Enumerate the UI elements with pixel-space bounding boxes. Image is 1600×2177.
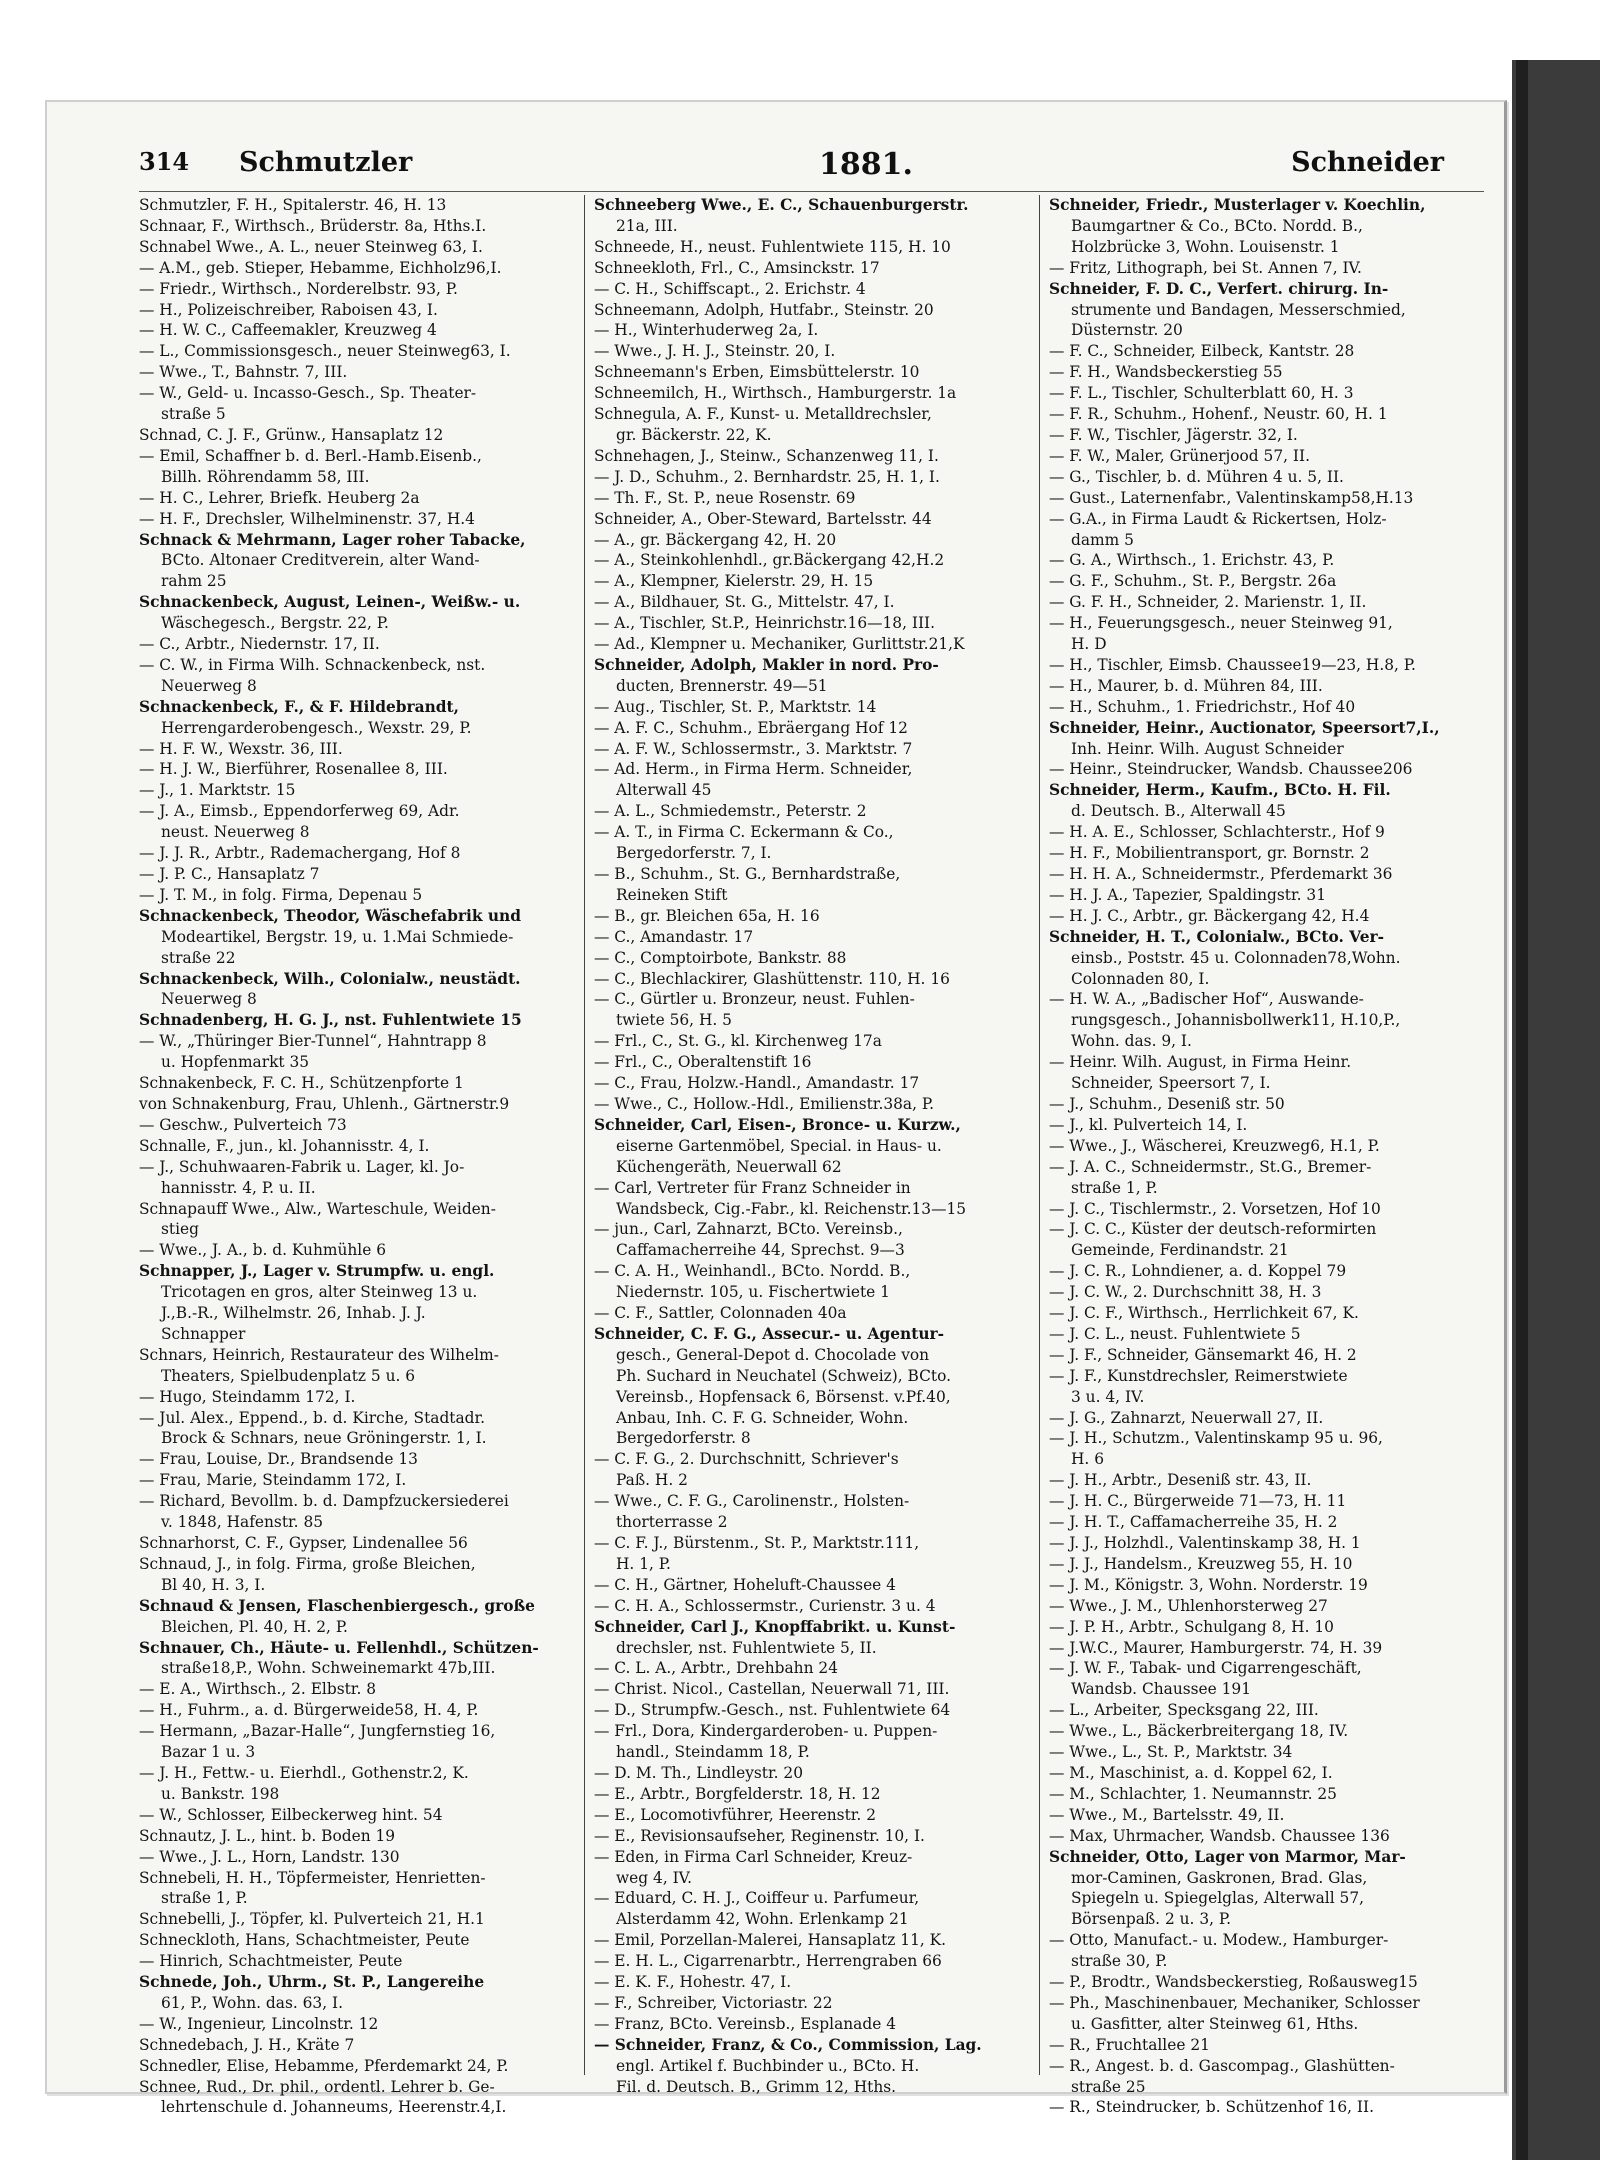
directory-entry: gesch., General-Depot d. Chocolade von — [616, 1345, 930, 1364]
directory-entry: Schneider, Herm., Kaufm., BCto. H. Fil. — [1049, 781, 1391, 800]
directory-entry: — J. T. M., in folg. Firma, Depenau 5 — [139, 885, 423, 904]
directory-entry: — H. W. C., Caffeemakler, Kreuzweg 4 — [139, 321, 437, 340]
directory-entry: straße 1, P. — [1071, 1178, 1158, 1197]
directory-entry: Schnars, Heinrich, Restaurateur des Wilhelm- — [139, 1345, 499, 1364]
directory-entry: straße 25 — [1071, 2077, 1146, 2096]
directory-entry: Tricotagen en gros, alter Steinweg 13 u. — [161, 1283, 478, 1302]
directory-entry: strumente und Bandagen, Messerschmied, — [1071, 300, 1406, 319]
directory-entry: — C., Amandastr. 17 — [594, 927, 754, 946]
directory-entry: — J. D., Schuhm., 2. Bernhardstr. 25, H. 1, I. — [594, 467, 940, 486]
directory-entry: — B., Schuhm., St. G., Bernhardstraße, — [594, 865, 901, 883]
directory-entry: — A. L., Schmiedemstr., Peterstr. 2 — [594, 802, 867, 821]
directory-entry: — J. J. R., Arbtr., Rademachergang, Hof 8 — [139, 844, 461, 863]
directory-entry: — H., Schuhm., 1. Friedrichstr., Hof 40 — [1049, 697, 1356, 716]
directory-entry: engl. Artikel f. Buchbinder u., BCto. H. — [616, 2056, 920, 2075]
directory-entry: — R., Angest. b. d. Gascompag., Glashütten- — [1049, 2056, 1395, 2075]
directory-entry: Schnebelli, J., Töpfer, kl. Pulverteich 21, H.1 — [139, 1910, 485, 1929]
directory-entry: u. Hopfenmarkt 35 — [161, 1053, 310, 1072]
directory-entry: neust. Neuerweg 8 — [161, 823, 310, 842]
directory-entry: Schnautz, J. L., hint. b. Boden 19 — [139, 1826, 396, 1845]
directory-entry: — A. F. C., Schuhm., Ebräergang Hof 12 — [594, 718, 908, 737]
directory-entry: — Wwe., J. M., Uhlenhorsterweg 27 — [1049, 1596, 1328, 1615]
directory-entry: Schneemann, Adolph, Hutfabr., Steinstr. 20 — [594, 300, 934, 319]
directory-entry: Börsenpaß. 2 u. 3, P. — [1071, 1910, 1232, 1929]
directory-entry: — H. F. W., Wexstr. 36, III. — [139, 739, 343, 758]
directory-entry: — J. C. W., 2. Durchschnitt 38, H. 3 — [1049, 1283, 1322, 1302]
directory-entry: Paß. H. 2 — [616, 1471, 688, 1490]
directory-entry: Schneemilch, H., Wirthsch., Hamburgerstr. 1a — [594, 384, 957, 403]
directory-entry: — J. A., Eimsb., Eppendorferweg 69, Adr. — [139, 802, 460, 821]
directory-entry: — F. L., Tischler, Schulterblatt 60, H. 3 — [1049, 384, 1354, 403]
directory-entry: — Carl, Vertreter für Franz Schneider in — [594, 1178, 911, 1197]
header-year: 1881. — [819, 147, 913, 182]
directory-entry: — H. J. A., Tapezier, Spaldingstr. 31 — [1049, 885, 1326, 904]
directory-entry: Holzbrücke 3, Wohn. Louisenstr. 1 — [1071, 237, 1340, 256]
directory-entry: stieg — [161, 1220, 199, 1239]
directory-entry: — C. W., in Firma Wilh. Schnackenbeck, nst. — [139, 655, 486, 674]
directory-entry: Schnaar, F., Wirthsch., Brüderstr. 8a, Hths.I. — [139, 216, 487, 235]
directory-entry: — H., Tischler, Eimsb. Chaussee19—23, H.8, P. — [1049, 655, 1416, 674]
directory-entry: Fil. d. Deutsch. B., Grimm 12, Hths. — [616, 2077, 897, 2096]
directory-entry: — Ph., Maschinenbauer, Mechaniker, Schlosser — [1049, 1993, 1420, 2012]
directory-entry: Schnaud & Jensen, Flaschenbiergesch., große — [139, 1596, 535, 1615]
directory-entry: — E., Revisionsaufseher, Reginenstr. 10, I. — [594, 1826, 925, 1845]
directory-entry: — A., Steinkohlenhdl., gr.Bäckergang 42,H.2 — [594, 551, 945, 570]
directory-entry: Schnackenbeck, August, Leinen-, Weißw.- u. — [139, 593, 521, 612]
directory-entry: — C., Frau, Holzw.-Handl., Amandastr. 17 — [594, 1074, 920, 1093]
directory-entry: von Schnakenburg, Frau, Uhlenh., Gärtnerstr.9 — [139, 1094, 510, 1113]
directory-entry: Schnarhorst, C. F., Gypser, Lindenallee 56 — [139, 1534, 468, 1552]
directory-entry: Colonnaden 80, I. — [1071, 969, 1210, 988]
directory-entry: — W., „Thüringer Bier-Tunnel“, Hahntrapp 8 — [139, 1032, 487, 1051]
directory-entry: — J. H. C., Bürgerweide 71—73, H. 11 — [1049, 1492, 1347, 1511]
directory-entry: — B., gr. Bleichen 65a, H. 16 — [594, 906, 820, 925]
directory-entry: rahm 25 — [161, 572, 227, 591]
header-left-word: Schmutzler — [239, 147, 413, 178]
directory-entry: — J.W.C., Maurer, Hamburgerstr. 74, H. 39 — [1049, 1638, 1383, 1657]
directory-entry: — Wwe., J. A., b. d. Kuhmühle 6 — [139, 1241, 387, 1260]
directory-entry: — Frau, Louise, Dr., Brandsende 13 — [139, 1450, 418, 1469]
directory-entry: Wandsbeck, Cig.-Fabr., kl. Reichenstr.13—15 — [616, 1199, 967, 1218]
directory-entry: Düsternstr. 20 — [1071, 321, 1183, 340]
directory-entry: — Emil, Schaffner b. d. Berl.-Hamb.Eisenb., — [139, 446, 482, 465]
directory-entry: — Frau, Marie, Steindamm 172, I. — [139, 1471, 407, 1490]
directory-entry: Anbau, Inh. C. F. G. Schneider, Wohn. — [616, 1408, 909, 1427]
directory-entry: — J. C. C., Küster der deutsch-reformirten — [1049, 1220, 1377, 1239]
directory-entry: — A., gr. Bäckergang 42, H. 20 — [594, 530, 837, 549]
directory-entry: Schneckloth, Hans, Schachtmeister, Peute — [139, 1931, 470, 1950]
directory-entry: Schnehagen, J., Steinw., Schanzenweg 11, I. — [594, 446, 939, 465]
directory-entry: — Heinr. Wilh. August, in Firma Heinr. — [1049, 1053, 1352, 1072]
directory-entry: — W., Schlosser, Eilbeckerweg hint. 54 — [139, 1805, 443, 1824]
directory-entry: — H. H. A., Schneidermstr., Pferdemarkt 36 — [1049, 865, 1393, 883]
directory-entry: Inh. Heinr. Wilh. August Schneider — [1071, 739, 1344, 758]
directory-entry: — Hinrich, Schachtmeister, Peute — [139, 1952, 403, 1971]
directory-entry: 3 u. 4, IV. — [1071, 1387, 1145, 1406]
directory-entry: Schnalle, F., jun., kl. Johannisstr. 4, I. — [139, 1136, 430, 1155]
directory-entry: Schnauer, Ch., Häute- u. Fellenhdl., Schützen- — [139, 1638, 539, 1657]
directory-entry: — C. H. A., Schlossermstr., Curienstr. 3 u. 4 — [594, 1596, 936, 1615]
directory-entry: Schnad, C. J. F., Grünw., Hansaplatz 12 — [139, 425, 444, 444]
directory-entry: Caffamacherreihe 44, Sprechst. 9—3 — [616, 1241, 905, 1260]
directory-entry: mor-Caminen, Gaskronen, Brad. Glas, — [1071, 1868, 1368, 1887]
directory-entry: — Gust., Laternenfabr., Valentinskamp58,H.13 — [1049, 488, 1414, 507]
directory-entry: — F. W., Maler, Grünerjood 57, II. — [1049, 446, 1310, 465]
directory-entry: u. Bankstr. 198 — [161, 1784, 280, 1803]
directory-entry: — jun., Carl, Zahnarzt, BCto. Vereinsb., — [594, 1220, 903, 1239]
directory-entry: — Christ. Nicol., Castellan, Neuerwall 71, III. — [594, 1680, 950, 1699]
directory-entry: einsb., Poststr. 45 u. Colonnaden78,Wohn. — [1071, 948, 1401, 967]
directory-entry: 61, P., Wohn. das. 63, I. — [161, 1993, 343, 2012]
directory-entry: — C. H., Schiffscapt., 2. Erichstr. 4 — [594, 279, 866, 298]
directory-entry: Bergedorferstr. 8 — [616, 1429, 751, 1448]
directory-entry: Modeartikel, Bergstr. 19, u. 1.Mai Schmiede- — [161, 927, 514, 946]
directory-entry: — J., Schuhwaaren-Fabrik u. Lager, kl. Jo- — [139, 1157, 465, 1176]
directory-entry: — Otto, Manufact.- u. Modew., Hamburger- — [1049, 1931, 1389, 1950]
directory-entry: Herrengarderobengesch., Wexstr. 29, P. — [161, 718, 472, 737]
directory-entry: damm 5 — [1071, 530, 1134, 549]
directory-page — [139, 147, 1484, 2117]
directory-entry: Schmutzler, F. H., Spitalerstr. 46, H. 13 — [139, 196, 447, 214]
directory-entry: — E. K. F., Hohestr. 47, I. — [594, 1973, 792, 1992]
directory-entry: Baumgartner & Co., BCto. Nordd. B., — [1071, 216, 1363, 235]
directory-entry: — Eduard, C. H. J., Coiffeur u. Parfumeur, — [594, 1889, 920, 1908]
directory-entry: Schnadenberg, H. G. J., nst. Fuhlentwiete 15 — [139, 1011, 522, 1030]
directory-entry: — Ad., Klempner u. Mechaniker, Gurlittstr.21,K — [594, 635, 965, 654]
directory-entry: Wandsb. Chaussee 191 — [1071, 1680, 1252, 1699]
directory-entry: Schnakenbeck, F. C. H., Schützenpforte 1 — [139, 1074, 464, 1093]
directory-entry: Schneekloth, Frl., C., Amsinckstr. 17 — [594, 258, 880, 277]
directory-entry: Bleichen, Pl. 40, H. 2, P. — [161, 1617, 348, 1636]
directory-entry: — H., Polizeischreiber, Raboisen 43, I. — [139, 300, 438, 319]
directory-entry: v. 1848, Hafenstr. 85 — [161, 1513, 324, 1532]
directory-entry: — J. C. F., Wirthsch., Herrlichkeit 67, K. — [1049, 1304, 1359, 1323]
directory-entry: — E. A., Wirthsch., 2. Elbstr. 8 — [139, 1680, 377, 1699]
directory-entry: — Schneider, Franz, & Co., Commission, Lag. — [594, 2035, 982, 2054]
directory-entry: — A., Klempner, Kielerstr. 29, H. 15 — [594, 572, 874, 591]
directory-entry: — Th. F., St. P., neue Rosenstr. 69 — [594, 488, 856, 507]
directory-entry: — C., Arbtr., Niedernstr. 17, II. — [139, 635, 380, 654]
directory-entry: Schneider, Speersort 7, I. — [1071, 1074, 1271, 1093]
directory-entry: Schnede, Joh., Uhrm., St. P., Langereihe — [139, 1973, 485, 1992]
directory-entry: Schneider, F. D. C., Verfert. chirurg. In- — [1049, 279, 1389, 298]
directory-entry: — Wwe., J., Wäscherei, Kreuzweg6, H.1, P. — [1049, 1136, 1380, 1155]
directory-entry: — Hermann, „Bazar-Halle“, Jungfernstieg 16, — [139, 1722, 496, 1741]
directory-entry: — C. F. J., Bürstenm., St. P., Marktstr.111, — [594, 1534, 920, 1552]
directory-entry: — G. F. H., Schneider, 2. Marienstr. 1, II. — [1049, 593, 1367, 612]
directory-entry: Theaters, Spielbudenplatz 5 u. 6 — [161, 1366, 416, 1385]
directory-entry: ducten, Brennerstr. 49—51 — [616, 676, 828, 695]
directory-entry: BCto. Altonaer Creditverein, alter Wand- — [161, 551, 480, 570]
directory-entry: Schnapauff Wwe., Alw., Warteschule, Weiden- — [139, 1199, 496, 1218]
directory-entry: Gemeinde, Ferdinandstr. 21 — [1071, 1241, 1289, 1260]
directory-entry: — G. F., Schuhm., St. P., Bergstr. 26a — [1049, 572, 1337, 591]
directory-entry: rungsgesch., Johannisbollwerk11, H.10,P., — [1071, 1011, 1401, 1030]
scanned-page — [45, 100, 1507, 2117]
directory-entry: — R., Fruchtallee 21 — [1049, 2035, 1210, 2054]
binding-shadow — [1516, 60, 1528, 2160]
directory-entry: — H., Maurer, b. d. Mühren 84, III. — [1049, 676, 1323, 695]
directory-entry: straße18,P., Wohn. Schweinemarkt 47b,III. — [161, 1659, 496, 1678]
directory-entry: — Hugo, Steindamm 172, I. — [139, 1387, 356, 1406]
directory-entry: — J. P. C., Hansaplatz 7 — [139, 865, 320, 883]
directory-entry: d. Deutsch. B., Alterwall 45 — [1071, 802, 1286, 821]
directory-entry: — C. H., Gärtner, Hoheluft-Chaussee 4 — [594, 1575, 896, 1594]
column-1 — [139, 195, 574, 2117]
directory-entry: Spiegeln u. Spiegelglas, Alterwall 57, — [1071, 1889, 1365, 1908]
directory-entry: straße 5 — [161, 405, 226, 424]
directory-entry: — H., Feuerungsgesch., neuer Steinweg 91, — [1049, 614, 1393, 633]
directory-entry: H. D — [1071, 635, 1107, 654]
directory-entry: — C., Comptoirbote, Bankstr. 88 — [594, 948, 847, 967]
directory-entry: — J. J., Holzhdl., Valentinskamp 38, H. 1 — [1049, 1534, 1361, 1552]
page-number: 314 — [139, 147, 190, 176]
directory-entry: — F. R., Schuhm., Hohenf., Neustr. 60, H. 1 — [1049, 405, 1388, 424]
directory-entry: — J. P. H., Arbtr., Schulgang 8, H. 10 — [1049, 1617, 1334, 1636]
directory-entry: Schneeberg Wwe., E. C., Schauenburgerstr. — [594, 196, 969, 214]
directory-entry: — J. F., Schneider, Gänsemarkt 46, H. 2 — [1049, 1345, 1357, 1364]
directory-entry: handl., Steindamm 18, P. — [616, 1743, 810, 1762]
directory-entry: — A. F. W., Schlossermstr., 3. Marktstr. 7 — [594, 739, 913, 758]
directory-entry: — H. F., Drechsler, Wilhelminenstr. 37, H.4 — [139, 509, 475, 528]
directory-entry: — D., Strumpfw.-Gesch., nst. Fuhlentwiete 64 — [594, 1701, 951, 1720]
column-2 — [594, 195, 1029, 2096]
directory-entry: — J. A. C., Schneidermstr., St.G., Bremer- — [1049, 1157, 1372, 1176]
directory-entry: Wäschegesch., Bergstr. 22, P. — [161, 614, 389, 633]
directory-entry: — Franz, BCto. Vereinsb., Esplanade 4 — [594, 2014, 896, 2033]
directory-entry: Schneider, Carl, Eisen-, Bronce- u. Kurzw., — [594, 1115, 961, 1134]
directory-entry: — Frl., C., Oberaltenstift 16 — [594, 1053, 812, 1072]
directory-entry: — A., Tischler, St.P., Heinrichstr.16—18, III. — [594, 614, 935, 633]
directory-entry: — Fritz, Lithograph, bei St. Annen 7, IV. — [1049, 258, 1362, 277]
directory-entry: thorterrasse 2 — [616, 1513, 728, 1532]
directory-entry: — J. H., Arbtr., Deseniß str. 43, II. — [1049, 1471, 1312, 1490]
directory-entry: Schnedler, Elise, Hebamme, Pferdemarkt 24, P. — [139, 2056, 509, 2075]
directory-entry: — Wwe., C., Hollow.-Hdl., Emilienstr.38a, P. — [594, 1094, 935, 1113]
directory-entry: — W., Geld- u. Incasso-Gesch., Sp. Theater- — [139, 384, 477, 403]
directory-entry: — Wwe., T., Bahnstr. 7, III. — [139, 363, 348, 382]
directory-entry: u. Gasfitter, alter Steinweg 61, Hths. — [1071, 2014, 1359, 2033]
directory-entry: Schnabel Wwe., A. L., neuer Steinweg 63, I. — [139, 237, 483, 256]
directory-entry: — Wwe., M., Bartelsstr. 49, II. — [1049, 1805, 1285, 1824]
directory-entry: — J. H., Fettw.- u. Eierhdl., Gothenstr.2, K. — [139, 1763, 469, 1782]
directory-entry: — H. J. W., Bierführer, Rosenallee 8, III. — [139, 760, 448, 779]
directory-entry: Schnapper — [161, 1324, 246, 1343]
directory-entry: Schnaud, J., in folg. Firma, große Bleichen, — [139, 1554, 476, 1573]
directory-entry: — J., kl. Pulverteich 14, I. — [1049, 1115, 1248, 1134]
directory-entry: weg 4, IV. — [616, 1868, 692, 1887]
directory-entry: — W., Ingenieur, Lincolnstr. 12 — [139, 2014, 379, 2033]
directory-entry: — Frl., C., St. G., kl. Kirchenweg 17a — [594, 1032, 882, 1051]
directory-entry: — J. C., Tischlermstr., 2. Vorsetzen, Hof 10 — [1049, 1199, 1381, 1218]
directory-entry: — E., Locomotivführer, Heerenstr. 2 — [594, 1805, 877, 1824]
directory-entry: H. 1, P. — [616, 1554, 671, 1573]
directory-entry: Schnackenbeck, Wilh., Colonialw., neustädt. — [139, 969, 521, 988]
directory-entry: Alterwall 45 — [616, 781, 712, 800]
header-right-word: Schneider — [1291, 147, 1444, 178]
directory-entry: Schneider, H. T., Colonialw., BCto. Ver- — [1049, 927, 1384, 946]
directory-entry: Schnegula, A. F., Kunst- u. Metalldrechsler, — [594, 405, 932, 424]
directory-entry: — H. W. A., „Badischer Hof“, Auswande- — [1049, 990, 1364, 1009]
directory-entry: straße 30, P. — [1071, 1952, 1168, 1971]
directory-entry: Ph. Suchard in Neuchatel (Schweiz), BCto. — [616, 1366, 951, 1385]
directory-entry: Schnackenbeck, F., & F. Hildebrandt, — [139, 697, 460, 716]
column-3 — [1049, 195, 1484, 2117]
directory-entry: Bergedorferstr. 7, I. — [616, 844, 772, 863]
directory-entry: — H., Fuhrm., a. d. Bürgerweide58, H. 4, P. — [139, 1701, 479, 1720]
directory-entry: 21a, III. — [616, 216, 678, 235]
directory-entry: Schneider, C. F. G., Assecur.- u. Agentur- — [594, 1324, 945, 1343]
directory-entry: straße 1, P. — [161, 1889, 248, 1908]
directory-entry: — Jul. Alex., Eppend., b. d. Kirche, Stadtadr. — [139, 1408, 486, 1427]
directory-entry: — Heinr., Steindrucker, Wandsb. Chaussee206 — [1049, 760, 1413, 779]
directory-entry: — F. C., Schneider, Eilbeck, Kantstr. 28 — [1049, 342, 1355, 361]
directory-entry: eiserne Gartenmöbel, Special. in Haus- u. — [616, 1136, 942, 1155]
directory-entry: — P., Brodtr., Wandsbeckerstieg, Roßausweg15 — [1049, 1973, 1418, 1992]
directory-entry: — E. H. L., Cigarrenarbtr., Herrengraben 66 — [594, 1952, 942, 1971]
directory-entry: — L., Commissionsgesch., neuer Steinweg63, I. — [139, 342, 511, 361]
directory-entry: — F., Schreiber, Victoriastr. 22 — [594, 1993, 833, 2012]
directory-entry: — R., Steindrucker, b. Schützenhof 16, II. — [1049, 2098, 1374, 2117]
directory-entry: Schneider, Heinr., Auctionator, Speersort7,I., — [1049, 718, 1440, 737]
directory-entry: Alsterdamm 42, Wohn. Erlenkamp 21 — [616, 1910, 909, 1929]
directory-entry: — M., Maschinist, a. d. Koppel 62, I. — [1049, 1763, 1333, 1782]
directory-entry: — H., Winterhuderweg 2a, I. — [594, 321, 819, 340]
directory-entry: Reineken Stift — [616, 885, 728, 904]
directory-columns — [139, 195, 1484, 2117]
directory-entry: — J., 1. Marktstr. 15 — [139, 781, 296, 800]
directory-entry: Schneider, A., Ober-Steward, Bartelsstr. 44 — [594, 509, 932, 528]
directory-entry: — J. H., Schutzm., Valentinskamp 95 u. 96, — [1049, 1429, 1383, 1448]
directory-entry: — F. W., Tischler, Jägerstr. 32, I. — [1049, 425, 1298, 444]
page-header — [139, 147, 1484, 192]
directory-entry: Schneider, Adolph, Makler in nord. Pro- — [594, 655, 939, 674]
directory-entry: — A., Bildhauer, St. G., Mittelstr. 47, I. — [594, 593, 895, 612]
directory-entry: Schnack & Mehrmann, Lager roher Tabacke, — [139, 530, 526, 549]
directory-entry: twiete 56, H. 5 — [616, 1011, 732, 1030]
directory-entry: Wohn. das. 9, I. — [1071, 1032, 1192, 1051]
directory-entry: — J. J., Handelsm., Kreuzweg 55, H. 10 — [1049, 1554, 1353, 1573]
directory-entry: — C., Blechlackirer, Glashüttenstr. 110, H. 16 — [594, 969, 950, 988]
directory-entry: — H. C., Lehrer, Briefk. Heuberg 2a — [139, 488, 420, 507]
directory-entry: Niedernstr. 105, u. Fischertwiete 1 — [616, 1283, 890, 1302]
directory-entry: — C. F. G., 2. Durchschnitt, Schriever's — [594, 1450, 899, 1469]
directory-entry: — Wwe., J. L., Horn, Landstr. 130 — [139, 1847, 400, 1866]
directory-entry: Schneider, Carl J., Knopffabrikt. u. Kunst- — [594, 1617, 956, 1636]
directory-entry: Neuerweg 8 — [161, 676, 257, 695]
directory-entry: — M., Schlachter, 1. Neumannstr. 25 — [1049, 1784, 1337, 1803]
directory-entry: — G. A., Wirthsch., 1. Erichstr. 43, P. — [1049, 551, 1335, 570]
directory-entry: Vereinsb., Hopfensack 6, Börsenst. v.Pf.40, — [616, 1387, 951, 1406]
directory-entry: — Wwe., C. F. G., Carolinenstr., Holsten- — [594, 1492, 910, 1511]
directory-entry: Schnackenbeck, Theodor, Wäschefabrik und — [139, 906, 521, 925]
directory-entry: — C. F., Sattler, Colonnaden 40a — [594, 1304, 847, 1323]
directory-entry: — F. H., Wandsbeckerstieg 55 — [1049, 363, 1283, 382]
directory-entry: — C. A. H., Weinhandl., BCto. Nordd. B., — [594, 1262, 911, 1281]
directory-entry: — J. W. F., Tabak- und Cigarrengeschäft, — [1049, 1659, 1362, 1678]
directory-entry: — J. C. L., neust. Fuhlentwiete 5 — [1049, 1324, 1301, 1343]
directory-entry: Küchengeräth, Neuerwall 62 — [616, 1157, 842, 1176]
directory-entry: — Wwe., L., St. P., Marktstr. 34 — [1049, 1743, 1293, 1762]
directory-entry: J.,B.-R., Wilhelmstr. 26, Inhab. J. J. — [161, 1304, 426, 1323]
directory-entry: — J. G., Zahnarzt, Neuerwall 27, II. — [1049, 1408, 1324, 1427]
directory-entry: Schnebeli, H. H., Töpfermeister, Henrietten- — [139, 1868, 486, 1887]
directory-entry: Schneemann's Erben, Eimsbüttelerstr. 10 — [594, 363, 920, 382]
directory-entry: — J. M., Königstr. 3, Wohn. Norderstr. 19 — [1049, 1575, 1368, 1594]
directory-entry: — Geschw., Pulverteich 73 — [139, 1115, 347, 1134]
directory-entry: H. 6 — [1071, 1450, 1104, 1469]
directory-entry: — Aug., Tischler, St. P., Marktstr. 14 — [594, 697, 877, 716]
directory-entry: Schnee, Rud., Dr. phil., ordentl. Lehrer b. Ge- — [139, 2077, 495, 2096]
directory-entry: — Friedr., Wirthsch., Norderelbstr. 93, P. — [139, 279, 458, 298]
directory-entry: — H. F., Mobilientransport, gr. Bornstr. 2 — [1049, 844, 1370, 863]
directory-entry: — J. F., Kunstdrechsler, Reimerstwiete — [1049, 1366, 1348, 1385]
directory-entry: — Emil, Porzellan-Malerei, Hansaplatz 11, K. — [594, 1931, 947, 1950]
directory-entry: — A.M., geb. Stieper, Hebamme, Eichholz96,I. — [139, 258, 502, 277]
directory-entry: — Max, Uhrmacher, Wandsb. Chaussee 136 — [1049, 1826, 1390, 1845]
directory-entry: — C. L. A., Arbtr., Drehbahn 24 — [594, 1659, 838, 1678]
directory-entry: Schnapper, J., Lager v. Strumpfw. u. engl. — [139, 1262, 495, 1281]
directory-entry: — Wwe., J. H. J., Steinstr. 20, I. — [594, 342, 836, 361]
directory-entry: — H. J. C., Arbtr., gr. Bäckergang 42, H.4 — [1049, 906, 1370, 925]
directory-entry: — C., Gürtler u. Bronzeur, neust. Fuhlen- — [594, 990, 915, 1009]
directory-entry: Neuerweg 8 — [161, 990, 257, 1009]
directory-entry: — G., Tischler, b. d. Mühren 4 u. 5, II. — [1049, 467, 1344, 486]
directory-entry: — E., Arbtr., Borgfelderstr. 18, H. 12 — [594, 1784, 881, 1803]
directory-entry: drechsler, nst. Fuhlentwiete 5, II. — [616, 1638, 877, 1657]
directory-entry: Bazar 1 u. 3 — [161, 1743, 256, 1762]
directory-entry: straße 22 — [161, 948, 236, 967]
directory-entry: hannisstr. 4, P. u. II. — [161, 1178, 316, 1197]
directory-entry: Schneider, Otto, Lager von Marmor, Mar- — [1049, 1847, 1406, 1866]
directory-entry: — L., Arbeiter, Specksgang 22, III. — [1049, 1701, 1319, 1720]
directory-entry: Bl 40, H. 3, I. — [161, 1575, 266, 1594]
directory-entry: Schneede, H., neust. Fuhlentwiete 115, H. 10 — [594, 237, 951, 256]
directory-entry: — J. H. T., Caffamacherreihe 35, H. 2 — [1049, 1513, 1338, 1532]
directory-entry: — G.A., in Firma Laudt & Rickertsen, Holz- — [1049, 509, 1387, 528]
directory-entry: — A. T., in Firma C. Eckermann & Co., — [594, 823, 894, 842]
directory-entry: — J. C. R., Lohndiener, a. d. Koppel 79 — [1049, 1262, 1347, 1281]
directory-entry: Billh. Röhrendamm 58, III. — [161, 467, 370, 486]
directory-entry: — D. M. Th., Lindleystr. 20 — [594, 1763, 804, 1782]
directory-entry: Schneider, Friedr., Musterlager v. Koechlin, — [1049, 196, 1426, 214]
directory-entry: — J., Schuhm., Deseniß str. 50 — [1049, 1094, 1285, 1113]
directory-entry: lehrtenschule d. Johanneums, Heerenstr.4,I. — [161, 2098, 507, 2117]
directory-entry: gr. Bäckerstr. 22, K. — [616, 425, 772, 444]
directory-entry: — H. A. E., Schlosser, Schlachterstr., Hof 9 — [1049, 823, 1385, 842]
directory-entry: — Richard, Bevollm. b. d. Dampfzuckersiederei — [139, 1492, 509, 1511]
adjacent-page-edge — [1512, 60, 1600, 2160]
directory-entry: Brock & Schnars, neue Gröningerstr. 1, I. — [161, 1429, 487, 1448]
directory-entry: — Frl., Dora, Kindergarderoben- u. Puppen- — [594, 1722, 938, 1741]
directory-entry: — Eden, in Firma Carl Schneider, Kreuz- — [594, 1847, 913, 1866]
directory-entry: — Ad. Herm., in Firma Herm. Schneider, — [594, 760, 913, 779]
directory-entry: Schnedebach, J. H., Kräte 7 — [139, 2035, 355, 2054]
directory-entry: — Wwe., L., Bäckerbreitergang 18, IV. — [1049, 1722, 1349, 1741]
